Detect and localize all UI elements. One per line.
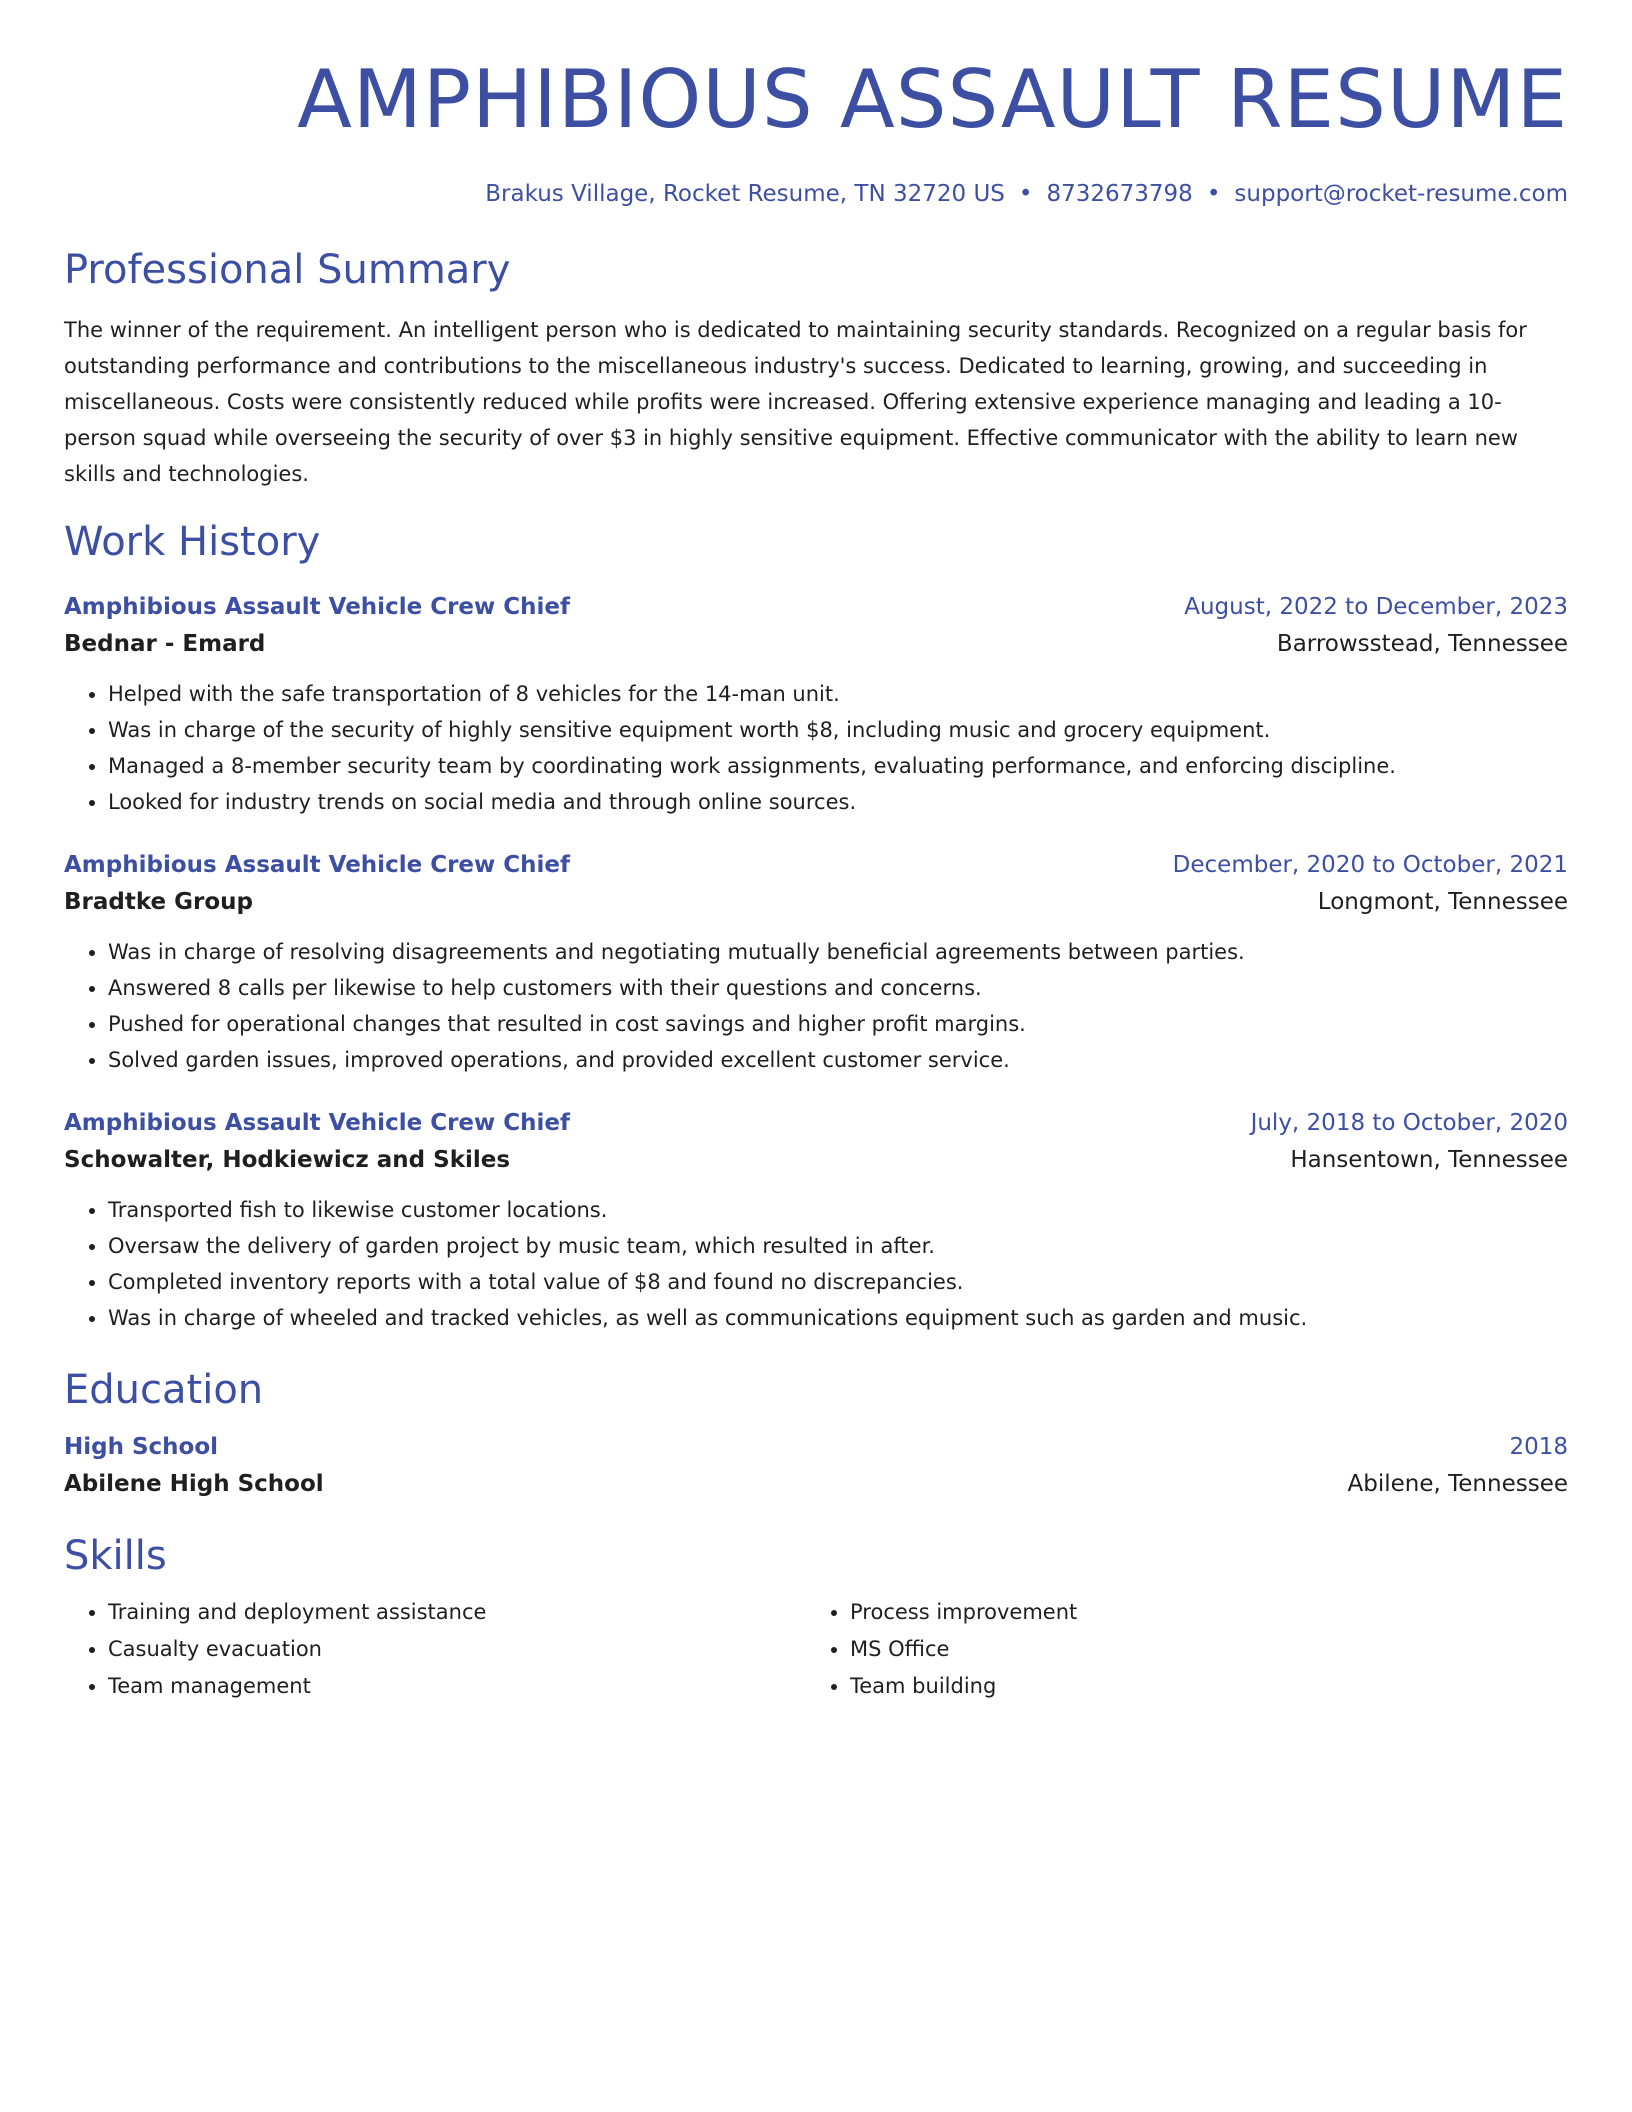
job-title: Amphibious Assault Vehicle Crew Chief [64, 852, 571, 878]
job-bullet: • Answered 8 calls per likewise to help customers with their questions and concerns. [108, 970, 1568, 1006]
skills-section [64, 1530, 1568, 1705]
education-location: Abilene, Tennessee [1347, 1471, 1568, 1497]
contact-email: support@rocket-resume.com [1234, 181, 1568, 207]
resume-name: AMPHIBIOUS ASSAULT RESUME [297, 53, 1568, 146]
job-title: Amphibious Assault Vehicle Crew Chief [64, 594, 571, 620]
job-dates: July, 2018 to October, 2020 [1250, 1110, 1568, 1136]
job-bullet: • Oversaw the delivery of garden project by music team, which resulted in after. [108, 1228, 1568, 1264]
contact-line [64, 178, 1568, 210]
job-bullets [64, 934, 1568, 1078]
job-dates: December, 2020 to October, 2021 [1172, 852, 1568, 878]
education-section [64, 1364, 1568, 1504]
skills-heading: Skills [64, 1533, 167, 1579]
skills-grid [64, 1594, 1568, 1705]
education-entry [64, 1430, 1568, 1504]
job-bullets [64, 676, 1568, 820]
job-bullet: • Managed a 8-member security team by coordinating work assignments, evaluating performance, and enforcing discipline. [108, 748, 1568, 784]
contact-address: Brakus Village, Rocket Resume, TN 32720 US [485, 181, 1005, 207]
job-employer: Bednar - Emard [64, 631, 266, 657]
work-history-heading: Work History [64, 519, 321, 565]
job-bullet: • Looked for industry trends on social media and through online sources. [108, 784, 1568, 820]
job-bullet: • Helped with the safe transportation of 8 vehicles for the 14-man unit. [108, 676, 1568, 712]
job-entry [64, 848, 1568, 1078]
job-employer: Schowalter, Hodkiewicz and Skiles [64, 1147, 511, 1173]
job-entry [64, 1106, 1568, 1336]
skill-item: • Team building [850, 1668, 1548, 1705]
job-bullet: • Pushed for operational changes that resulted in cost savings and higher profit margins. [108, 1006, 1568, 1042]
job-location: Hansentown, Tennessee [1290, 1147, 1568, 1173]
work-history-section [64, 516, 1568, 1336]
job-bullet: • Was in charge of wheeled and tracked vehicles, as well as communications equipment such as garden and music. [108, 1300, 1568, 1336]
job-title: Amphibious Assault Vehicle Crew Chief [64, 1110, 571, 1136]
job-bullet: • Transported fish to likewise customer locations. [108, 1192, 1568, 1228]
job-bullet: • Completed inventory reports with a total value of $8 and found no discrepancies. [108, 1264, 1568, 1300]
summary-text: The winner of the requirement. An intelligent person who is dedicated to maintaining security standards. Recognized on a regular basis for outstanding performance and contributions to the miscellaneous industry's success. Dedicated to learning, growing, and succeeding in miscellaneous. Costs were consistently reduced while profits were increased. Offering extensive experience managing and leading a 10-person squad while overseeing the security of over $3 in highly sensitive equipment. Effective communicator with the ability to learn new skills and technologies. [64, 318, 1527, 486]
skills-column-right [806, 1594, 1548, 1705]
contact-phone: 8732673798 [1046, 181, 1193, 207]
summary-heading: Professional Summary [64, 247, 511, 293]
skill-item: • Process improvement [850, 1594, 1548, 1631]
job-entry [64, 590, 1568, 820]
job-dates: August, 2022 to December, 2023 [1184, 594, 1568, 620]
education-year: 2018 [1509, 1434, 1568, 1460]
job-bullet: • Was in charge of the security of highly sensitive equipment worth $8, including music and grocery equipment. [108, 712, 1568, 748]
skill-item: • MS Office [850, 1631, 1548, 1668]
skill-item: • Casualty evacuation [108, 1631, 806, 1668]
job-bullet: • Solved garden issues, improved operations, and provided excellent customer service. [108, 1042, 1568, 1078]
job-employer: Bradtke Group [64, 889, 253, 915]
summary-section [64, 244, 1568, 492]
education-degree: High School [64, 1434, 219, 1460]
education-school: Abilene High School [64, 1471, 324, 1497]
job-bullet: • Was in charge of resolving disagreements and negotiating mutually beneficial agreements between parties. [108, 934, 1568, 970]
job-location: Barrowsstead, Tennessee [1276, 631, 1568, 657]
education-heading: Education [64, 1367, 264, 1413]
job-location: Longmont, Tennessee [1317, 889, 1568, 915]
job-bullets [64, 1192, 1568, 1336]
skills-column-left [64, 1594, 806, 1705]
skill-item: • Training and deployment assistance [108, 1594, 806, 1631]
contact-separator: • [1206, 181, 1221, 207]
resume-page [64, 0, 1568, 1705]
contact-separator: • [1018, 181, 1033, 207]
resume-header [64, 0, 1568, 210]
skill-item: • Team management [108, 1668, 806, 1705]
